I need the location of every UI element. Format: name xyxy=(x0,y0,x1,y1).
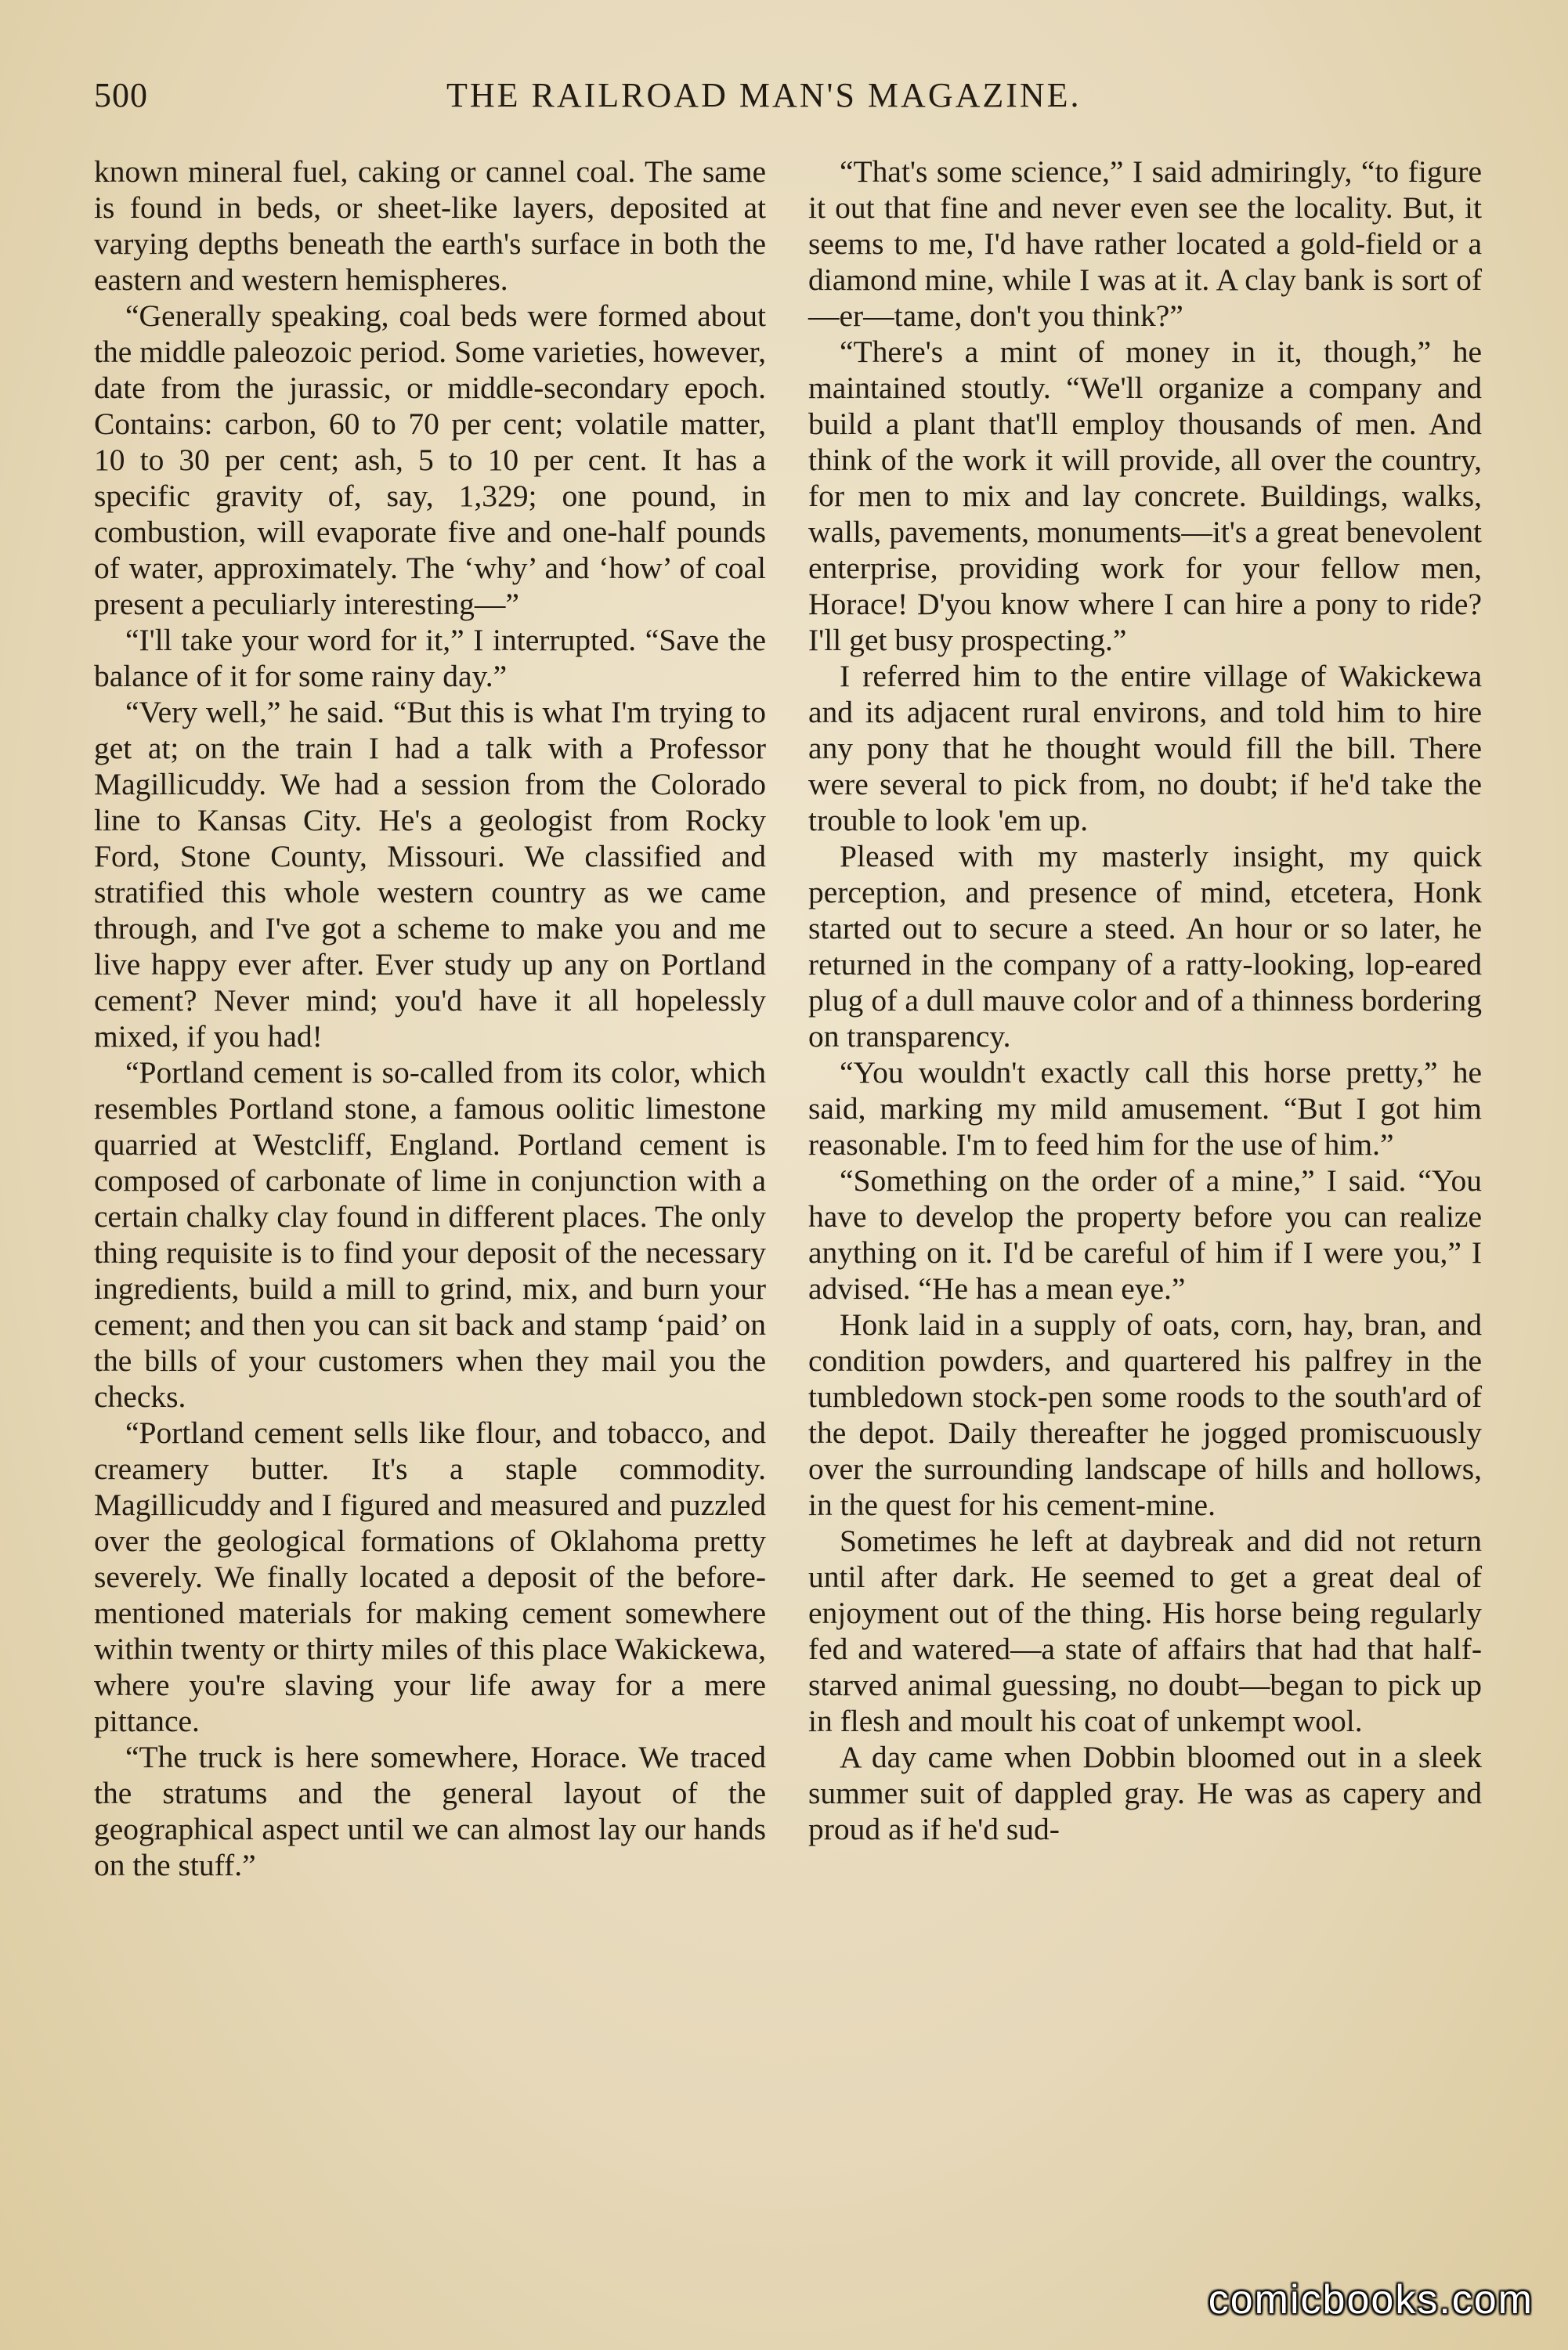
paragraph: “That's some science,” I said admiringly, “to figure it out that fine and never even see the locality. But, it seems to me, I'd have rather located a gold-field or a diamond mine, while I was at it. A clay bank is sort of—er—tame, don't you think?” xyxy=(808,154,1482,333)
paragraph: Sometimes he left at daybreak and did not return until after dark. He seemed to get a great deal of enjoyment out of the thing. His horse being regularly fed and watered—a state of affairs that had that half-starved animal guessing, no doubt—began to pick up in flesh and moult his coat of unkempt wool. xyxy=(808,1524,1482,1738)
watermark: comicbooks.com xyxy=(1208,2277,1534,2323)
right-column xyxy=(808,154,1482,1847)
paragraph: “Portland cement is so-called from its color, which resembles Portland stone, a famous oolitic limestone quarried at Westcliff, England. Portland cement is composed of carbonate of lime in conjunction with a certain chalky clay found in different places. The only thing requisite is to find your deposit of the necessary ingredients, build a mill to grind, mix, and burn your cement; and then you can sit back and stamp ‘paid’ on the bills of your customers when they mail you the checks. xyxy=(94,1055,766,1414)
paragraph: “Very well,” he said. “But this is what I'm trying to get at; on the train I had a talk with a Professor Magillicuddy. We had a session from the Colorado line to Kansas City. He's a geologist from Rocky Ford, Stone County, Missouri. We classified and stratified this whole western country as we came through, and I've got a scheme to make you and me live happy ever after. Ever study up any on Portland cement? Never mind; you'd have it all hopelessly mixed, if you had! xyxy=(94,695,766,1054)
paragraph: “The truck is here somewhere, Horace. We traced the stratums and the general layout of the geographical aspect until we can almost lay our hands on the stuff.” xyxy=(94,1740,766,1882)
paragraph: Pleased with my masterly insight, my quick perception, and presence of mind, etcetera, Honk started out to secure a steed. An hour or so later, he returned in the company of a ratty-looking, lop-eared plug of a dull mauve color and of a thinness bordering on transparency. xyxy=(808,839,1482,1054)
paragraph: “Generally speaking, coal beds were formed about the middle paleozoic period. Some varieties, however, date from the jurassic, or middle-secondary epoch. Contains: carbon, 60 to 70 per cent; volatile matter, 10 to 30 per cent; ash, 5 to 10 per cent. It has a specific gravity of, say, 1,329; one pound, in combustion, will evaporate five and one-half pounds of water, approximately. The ‘why’ and ‘how’ of coal present a peculiarly interesting—” xyxy=(94,298,766,621)
paragraph: Honk laid in a supply of oats, corn, hay, bran, and condition powders, and quartered his palfrey in the tumbledown stock-pen some roods to the south'ard of the depot. Daily thereafter he jogged promiscuously over the surrounding landscape of hills and hollows, in the quest for his cement-mine. xyxy=(808,1307,1482,1522)
paragraph: “There's a mint of money in it, though,” he maintained stoutly. “We'll organize a company and build a plant that'll employ thousands of men. And think of the work it will provide, all over the country, for men to mix and lay concrete. Buildings, walks, walls, pavements, monuments—it's a great benevolent enterprise, providing work for your fellow men, Horace! D'you know where I can hire a pony to ride? I'll get busy prospecting.” xyxy=(808,334,1482,657)
paragraph: A day came when Dobbin bloomed out in a sleek summer suit of dappled gray. He was as capery and proud as if he'd sud- xyxy=(808,1740,1482,1846)
paragraph: “Something on the order of a mine,” I said. “You have to develop the property before you can realize anything on it. I'd be careful of him if I were you,” I advised. “He has a mean eye.” xyxy=(808,1163,1482,1306)
page-number: 500 xyxy=(94,76,148,114)
magazine-title: THE RAILROAD MAN'S MAGAZINE. xyxy=(446,76,1082,114)
paragraph: “Portland cement sells like flour, and tobacco, and creamery butter. It's a staple commodity. Magillicuddy and I figured and measured and puzzled over the geological formations of Oklahoma pretty severely. We finally located a deposit of the before-mentioned materials for making cement somewhere within twenty or thirty miles of this place Wakickewa, where you're slaving your life away for a mere pittance. xyxy=(94,1415,766,1738)
paragraph: “You wouldn't exactly call this horse pretty,” he said, marking my mild amusement. “But I got him reasonable. I'm to feed him for the use of him.” xyxy=(808,1055,1482,1162)
page-header xyxy=(94,75,1480,130)
paragraph: known mineral fuel, caking or cannel coal. The same is found in beds, or sheet-like layers, deposited at varying depths beneath the earth's surface in both the eastern and western hemispheres. xyxy=(94,154,766,297)
paragraph: “I'll take your word for it,” I interrupted. “Save the balance of it for some rainy day.” xyxy=(94,623,766,693)
paragraph: I referred him to the entire village of Wakickewa and its adjacent rural environs, and told him to hire any pony that he thought would fill the bill. There were several to pick from, no doubt; if he'd take the trouble to look 'em up. xyxy=(808,659,1482,837)
left-column xyxy=(94,154,766,1883)
